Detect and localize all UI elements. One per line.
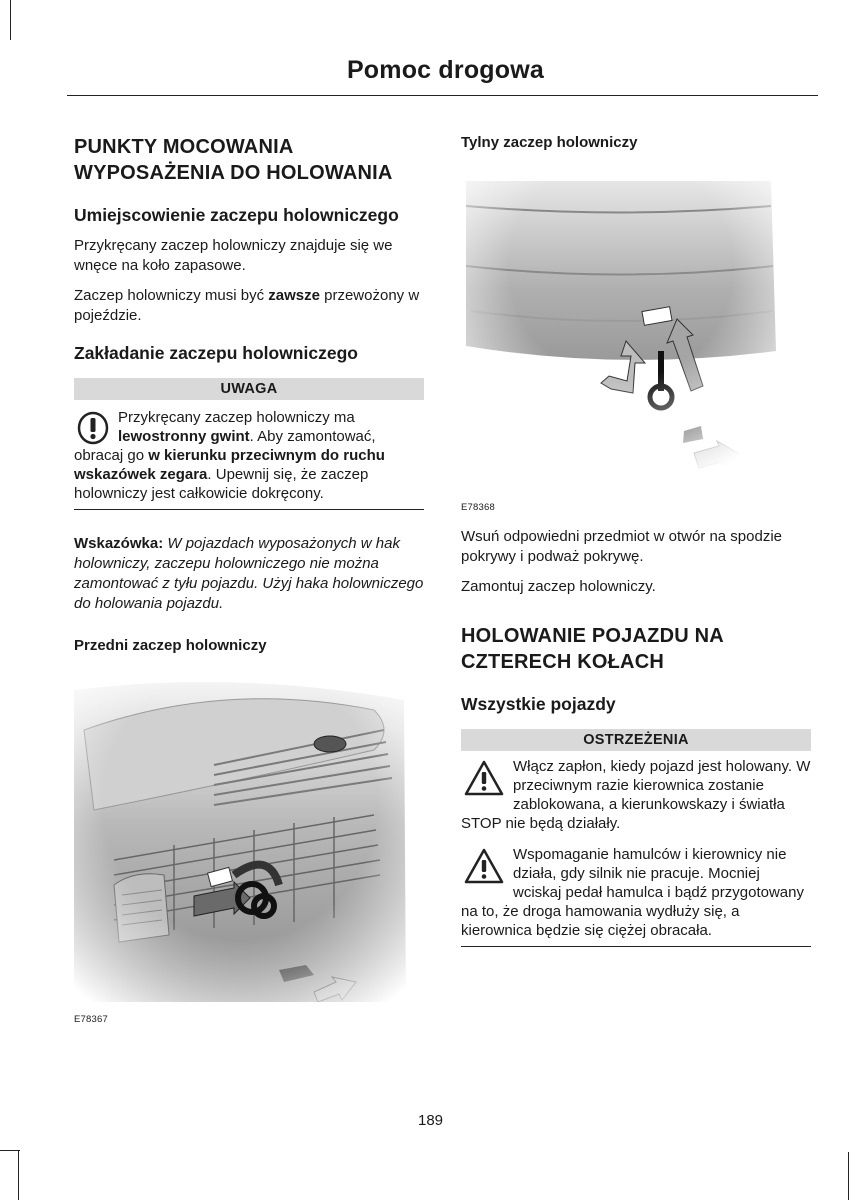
paragraph-fit-hook: Zamontuj zaczep holowniczy. <box>461 578 656 595</box>
subheading-installing: Zakładanie zaczepu holowniczego <box>74 343 358 363</box>
front-tow-hook-illustration <box>74 670 406 1002</box>
text: . Aby zamontować, obracaj go <box>74 428 376 464</box>
emphasis: lewostronny gwint <box>118 428 250 445</box>
notice-banner: UWAGA <box>74 378 424 400</box>
warnings-banner: OSTRZEŻENIA <box>461 729 811 751</box>
section-heading-towing-points: PUNKTY MOCOWANIA WYPOSAŻENIA DO HOLOWANIA <box>74 136 393 184</box>
crop-mark <box>18 1150 19 1200</box>
front-figure-code: E78367 <box>74 1014 108 1025</box>
emphasis: w kierunku przeciwnym do ruchu wskazówek zegara <box>74 447 385 483</box>
exclamation-circle-icon <box>76 410 110 446</box>
page-number: 189 <box>417 1112 444 1129</box>
paragraph-remove-cover: Wsuń odpowiedni przedmiot w otwór na spodzie pokrywy i podważ pokrywę. <box>461 528 782 565</box>
text: Wspomaganie hamulców i kierownicy nie działa, gdy silnik nie pracuje. Mocniej wciskaj pedał hamulca i bądź przygotowany na to, że droga hamowania wydłuży się, a kierownica będzie się ciężej obracała. <box>461 846 804 939</box>
hint-label: Wskazówka: <box>74 535 164 552</box>
subheading-all-vehicles: Wszystkie pojazdy <box>461 694 616 714</box>
text: Zaczep holowniczy musi być <box>74 287 269 304</box>
emphasis: zawsze <box>268 287 320 304</box>
crop-mark <box>10 0 11 40</box>
front-hook-heading: Przedni zaczep holowniczy <box>74 637 267 654</box>
header-divider <box>67 95 818 96</box>
page-title: Pomoc drogowa <box>346 56 544 84</box>
warning-block-brakes <box>461 845 811 940</box>
text: przewożony w pojeździe. <box>74 287 420 324</box>
warning-block-ignition <box>461 757 811 833</box>
right-column <box>461 130 811 947</box>
warning-triangle-icon <box>463 759 505 797</box>
rear-tow-hook-illustration <box>461 171 781 491</box>
section-heading-four-wheels: HOLOWANIE POJAZDU NA CZTERECH KOŁACH <box>461 625 724 673</box>
paragraph-always-carry <box>74 286 424 326</box>
notice-block <box>74 408 424 503</box>
crop-mark <box>848 1152 849 1200</box>
left-column <box>74 130 424 1025</box>
hint-paragraph <box>74 534 424 614</box>
warnings-divider <box>461 946 811 947</box>
notice-divider <box>74 509 424 510</box>
subheading-location: Umiejscowienie zaczepu holowniczego <box>74 205 399 225</box>
rear-hook-heading: Tylny zaczep holowniczy <box>461 134 638 151</box>
crop-mark <box>0 1150 20 1151</box>
text: Przykręcany zaczep holowniczy ma <box>118 409 355 426</box>
hint-text: W pojazdach wyposażonych w hak holowniczy, zaczepu holowniczego nie można zamontować z tyłu pojazdu. Użyj haka holowniczego do holowania pojazdu. <box>74 535 424 612</box>
text: Włącz zapłon, kiedy pojazd jest holowany. W przeciwnym razie kierownica zostanie zablokowana, a kierunkowskazy i światła STOP nie będą działały. <box>461 758 811 832</box>
paragraph-location: Przykręcany zaczep holowniczy znajduje się we wnęce na koło zapasowe. <box>74 237 393 274</box>
rear-figure-code: E78368 <box>461 502 495 513</box>
warning-triangle-icon <box>463 847 505 885</box>
text: . Upewnij się, że zaczep holowniczy jest całkowicie dokręcony. <box>74 466 369 502</box>
